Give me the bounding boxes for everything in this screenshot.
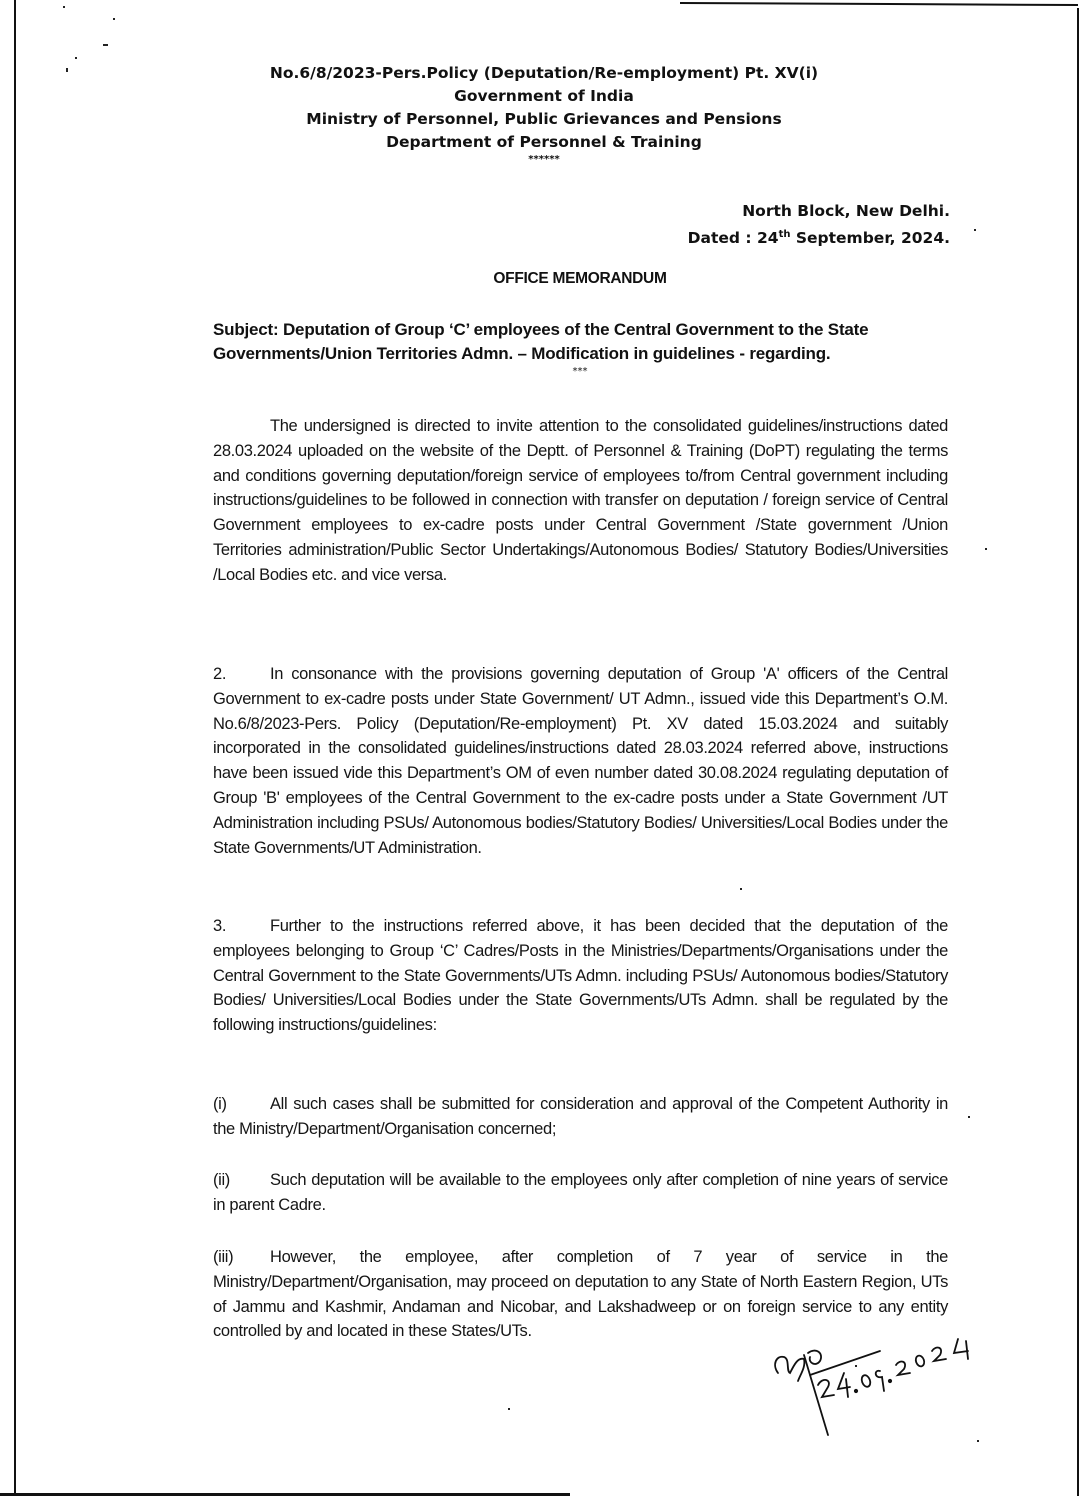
scan-speck <box>113 18 115 20</box>
paragraph-1 <box>213 414 948 588</box>
clause-ii <box>213 1168 948 1218</box>
location: North Block, New Delhi. <box>742 202 950 220</box>
date-line <box>688 223 950 250</box>
handwritten-signature <box>770 1335 990 1425</box>
date-ordinal: th <box>778 229 791 240</box>
scan-border-right <box>1077 8 1079 1496</box>
place-and-date <box>688 199 950 250</box>
government-name: Government of India <box>454 87 634 105</box>
department-name: Department of Personnel & Training <box>386 133 702 151</box>
paragraph-3 <box>213 914 948 1038</box>
signature-icon <box>770 1335 990 1445</box>
scan-speck <box>985 548 987 550</box>
scan-speck <box>63 6 65 8</box>
clause-i <box>213 1092 948 1142</box>
paragraph-text: The undersigned is directed to invite attention to the consolidated guidelines/instructions dated 28.03.2024 uploaded on the website of the Deptt. of Personnel & Training (DoPT) regulating the terms and conditions governing deputation/foreign service of employees to/from Central government including instructions/guidelines to be followed in connection with transfer on deputation / foreign service of Central Government employees to ex-cadre posts under Central Government /State government /Union Territories administration/Public Sector Undertakings/Autonomous Bodies/ Statutory Bodies/Universities /Local Bodies etc. and vice versa. <box>213 417 948 584</box>
paragraph-number: 3. <box>213 917 227 935</box>
scan-speck <box>740 888 742 890</box>
memo-title: OFFICE MEMORANDUM <box>493 270 667 287</box>
paragraph-number: 2. <box>213 665 227 683</box>
scan-speck <box>75 57 77 59</box>
date-suffix: September, 2024. <box>790 229 950 248</box>
clause-text: However, the employee, after completion of 7 year of service in the Ministry/Department/Organisation, may proceed on deputation to any State of North Eastern Region, UTs of Jammu and Kashmir, Andaman and Nicobar, and Lakshadweep or on foreign service to any entity controlled by and located in these States/UTs. <box>213 1248 948 1341</box>
clause-text: All such cases shall be submitted for consideration and approval of the Competent Authority in the Ministry/Department/Organisation concerned; <box>213 1095 948 1138</box>
document-header <box>0 62 1088 166</box>
clause-number: (ii) <box>213 1171 230 1189</box>
scan-speck <box>508 1408 510 1410</box>
ministry-name: Ministry of Personnel, Public Grievances and Pensions <box>306 110 782 128</box>
clause-number: (iii) <box>213 1248 234 1266</box>
file-number: No.6/8/2023-Pers.Policy (Deputation/Re-employment) Pt. XV(i) <box>269 64 819 82</box>
scan-border-left <box>14 0 16 1496</box>
scan-speck <box>974 229 976 231</box>
clause-text: Such deputation will be available to the employees only after completion of nine years of service in parent Cadre. <box>213 1171 948 1214</box>
clause-number: (i) <box>213 1095 227 1113</box>
scan-border-top <box>680 2 1078 6</box>
subject: Subject: Deputation of Group ‘C’ employees of the Central Government to the State Governments/Union Territories Admn. – Modification in guidelines - regarding. <box>213 320 869 363</box>
scan-speck <box>103 44 108 46</box>
paragraph-2 <box>213 662 948 860</box>
header-separator: ****** <box>528 154 560 165</box>
paragraph-text: In consonance with the provisions governing deputation of Group 'A' officers of the Central Government to ex-cadre posts under State Government/ UT Admn., issued vide this Department’s O.M. No.6/8/2023-Pers. Policy (Deputation/Re-employment) Pt. XV dated 15.03.2024 and suitably incorporated in the consolidated guidelines/instructions dated 28.03.2024 referred above, instructions have been issued vide this Department’s OM of even number dated 30.08.2024 regulating deputation of Group 'B' employees of the Central Government to the ex-cadre posts under a State Government /UT Administration including PSUs/ Autonomous bodies/Statutory Bodies/ Universities/Local Bodies under the State Governments/UT Administration. <box>213 665 948 857</box>
date-prefix: Dated : 24 <box>687 229 779 248</box>
scan-speck <box>968 1116 970 1118</box>
paragraph-text: Further to the instructions referred above, it has been decided that the deputation of the employees belonging to Group ‘C’ Cadres/Posts in the Ministries/Departments/Organisations under the Central Government to the State Governments/UTs Admn. including PSUs/ Autonomous bodies/Statutory Bodies/ Universities/Local Bodies under the State Governments/UTs Admn. shall be regulated by the following instructions/guidelines: <box>213 917 948 1035</box>
clause-iii <box>213 1245 948 1344</box>
subject-separator: *** <box>572 366 588 377</box>
